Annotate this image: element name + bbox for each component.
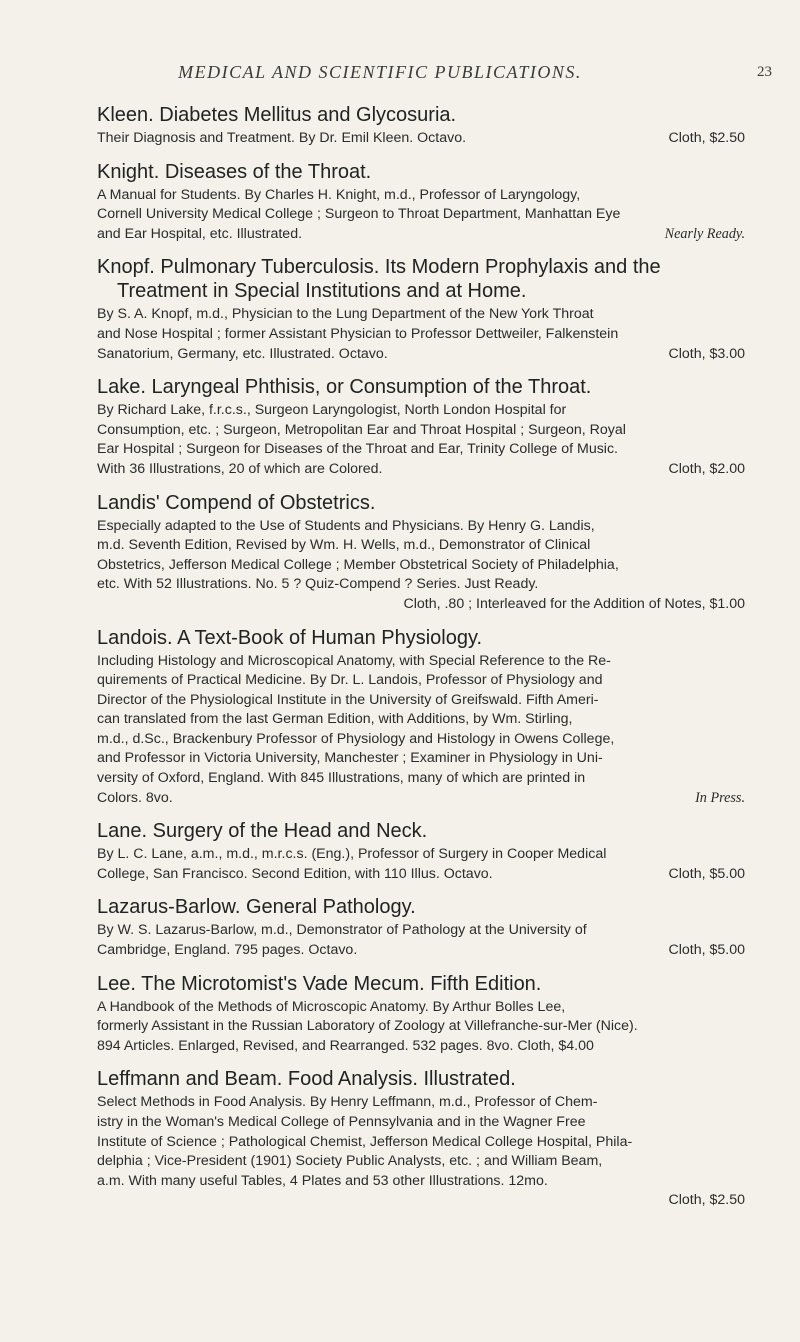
description-line: and Professor in Victoria University, Manchester ; Examiner in Physiology in Uni-	[97, 750, 603, 767]
catalog-entry	[97, 626, 745, 809]
catalog-entry	[97, 375, 745, 479]
price-line: Cloth, $2.50	[668, 1192, 745, 1209]
description-line	[97, 225, 745, 245]
catalog-entry	[97, 103, 745, 149]
description-line: By Richard Lake, f.r.c.s., Surgeon Laryngologist, North London Hospital for	[97, 402, 567, 419]
running-title: MEDICAL AND SCIENTIFIC PUBLICATIONS.	[178, 62, 582, 82]
description-line: Select Methods in Food Analysis. By Henry Leffmann, m.d., Professor of Chem-	[97, 1094, 598, 1111]
entry-title: Lake. Laryngeal Phthisis, or Consumption of the Throat.	[97, 376, 592, 399]
entry-description	[97, 652, 745, 809]
entry-description	[97, 845, 745, 884]
description-line	[97, 129, 745, 149]
catalog-entry	[97, 491, 745, 615]
description-line: Cornell University Medical College ; Surgeon to Throat Department, Manhattan Eye	[97, 206, 621, 223]
description-line: By S. A. Knopf, m.d., Physician to the Lung Department of the New York Throat	[97, 306, 594, 323]
catalog-entry	[97, 972, 745, 1057]
price-or-status: Cloth, $3.00	[668, 345, 745, 362]
entry-title: Leffmann and Beam. Food Analysis. Illustrated.	[97, 1068, 516, 1091]
description-text: Their Diagnosis and Treatment. By Dr. Emil Kleen. Octavo.	[97, 130, 467, 146]
description-text: Colors. 8vo.	[97, 789, 173, 806]
entry-title: Lane. Surgery of the Head and Neck.	[97, 820, 428, 843]
entry-title: Kleen. Diabetes Mellitus and Glycosuria.	[97, 104, 457, 126]
description-line: 894 Articles. Enlarged, Revised, and Rearranged. 532 pages. 8vo. Cloth, $4.00	[97, 1037, 594, 1054]
description-line: Including Histology and Microscopical Anatomy, with Special Reference to the Re-	[97, 652, 611, 669]
description-line: Ear Hospital ; Surgeon for Diseases of the Throat and Ear, Trinity College of Music.	[97, 441, 618, 458]
description-line: etc. With 52 Illustrations. No. 5 ? Quiz-Compend ? Series. Just Ready.	[97, 576, 539, 593]
description-line: Consumption, etc. ; Surgeon, Metropolitan Ear and Throat Hospital ; Surgeon, Royal	[97, 421, 626, 438]
description-line: m.d., d.Sc., Brackenbury Professor of Physiology and Histology in Owens College,	[97, 730, 615, 747]
entry-description	[97, 517, 745, 615]
description-line: Institute of Science ; Pathological Chemist, Jefferson Medical College Hospital, Phila-	[97, 1133, 633, 1150]
description-line: delphia ; Vice-President (1901) Society Public Analysts, etc. ; and William Beam,	[97, 1153, 603, 1170]
description-line: can translated from the last German Edition, with Additions, by Wm. Stirling,	[97, 711, 573, 728]
catalog-entry	[97, 819, 745, 884]
description-line: istry in the Woman's Medical College of Pennsylvania and in the Wagner Free	[97, 1114, 586, 1130]
price-line: Cloth, .80 ; Interleaved for the Addition of Notes, $1.00	[403, 595, 745, 612]
description-line: versity of Oxford, England. With 845 Illustrations, many of which are printed in	[97, 770, 586, 787]
page-number: 23	[757, 64, 772, 80]
entry-title: Landois. A Text-Book of Human Physiology.	[97, 626, 483, 649]
description-line: m.d. Seventh Edition, Revised by Wm. H. Wells, m.d., Demonstrator of Clinical	[97, 537, 591, 554]
catalog-entry	[97, 1067, 745, 1211]
description-line	[97, 789, 745, 809]
description-line: and Nose Hospital ; former Assistant Physician to Professor Dettweiler, Falkenstein	[97, 325, 619, 342]
entry-description	[97, 129, 745, 149]
price-or-status: Cloth, $5.00	[668, 865, 745, 882]
description-text: Sanatorium, Germany, etc. Illustrated. Octavo.	[97, 345, 388, 362]
description-line: By L. C. Lane, a.m., m.d., m.r.c.s. (Eng.), Professor of Surgery in Cooper Medical	[97, 846, 607, 863]
description-line: formerly Assistant in the Russian Laboratory of Zoology at Villefranche-sur-Mer (Nice).	[97, 1018, 638, 1035]
description-text: College, San Francisco. Second Edition, with 110 Illus. Octavo.	[97, 865, 493, 882]
price-or-status: In Press.	[695, 789, 745, 806]
description-line: By W. S. Lazarus-Barlow, m.d., Demonstrator of Pathology at the University of	[97, 922, 587, 939]
catalog-entry	[97, 160, 745, 245]
entry-description	[97, 186, 745, 245]
description-line: a.m. With many useful Tables, 4 Plates and 53 other Illustrations. 12mo.	[97, 1172, 548, 1189]
entry-description	[97, 401, 745, 479]
description-text: Cambridge, England. 795 pages. Octavo.	[97, 942, 358, 959]
description-line	[97, 460, 745, 480]
entry-title: Landis' Compend of Obstetrics.	[97, 491, 376, 514]
entry-description	[97, 921, 745, 960]
description-text: and Ear Hospital, etc. Illustrated.	[97, 225, 303, 242]
catalog-entry	[97, 255, 745, 364]
catalog-entries	[97, 103, 745, 1222]
price-or-status: Cloth, $5.00	[668, 942, 745, 959]
entry-title: Lee. The Microtomist's Vade Mecum. Fifth Edition.	[97, 972, 542, 995]
price-or-status: Cloth, $2.00	[668, 460, 745, 477]
description-line	[97, 345, 745, 365]
description-line: Director of the Physiological Institute in the University of Greifswald. Fifth Ameri-	[97, 691, 599, 708]
entry-title: Knopf. Pulmonary Tuberculosis. Its Modern Prophylaxis and the Treatment in Special Institutions and at Home.	[97, 256, 661, 303]
description-line: Obstetrics, Jefferson Medical College ; Member Obstetrical Society of Philadelphia,	[97, 556, 619, 573]
description-line: A Handbook of the Methods of Microscopic Anatomy. By Arthur Bolles Lee,	[97, 998, 566, 1015]
entry-description	[97, 305, 745, 364]
entry-title: Lazarus-Barlow. General Pathology.	[97, 896, 416, 919]
description-line: quirements of Practical Medicine. By Dr. L. Landois, Professor of Physiology and	[97, 672, 603, 689]
description-line	[97, 865, 745, 885]
entry-description	[97, 1093, 745, 1211]
entry-description	[97, 998, 745, 1057]
description-line: A Manual for Students. By Charles H. Knight, m.d., Professor of Laryngology,	[97, 186, 581, 203]
price-or-status: Cloth, $2.50	[668, 130, 745, 146]
description-text: With 36 Illustrations, 20 of which are Colored.	[97, 460, 383, 477]
entry-title: Knight. Diseases of the Throat.	[97, 160, 372, 183]
catalog-entry	[97, 895, 745, 960]
description-line	[97, 941, 745, 961]
price-or-status: Nearly Ready.	[664, 225, 745, 242]
description-line: Especially adapted to the Use of Students and Physicians. By Henry G. Landis,	[97, 517, 595, 534]
